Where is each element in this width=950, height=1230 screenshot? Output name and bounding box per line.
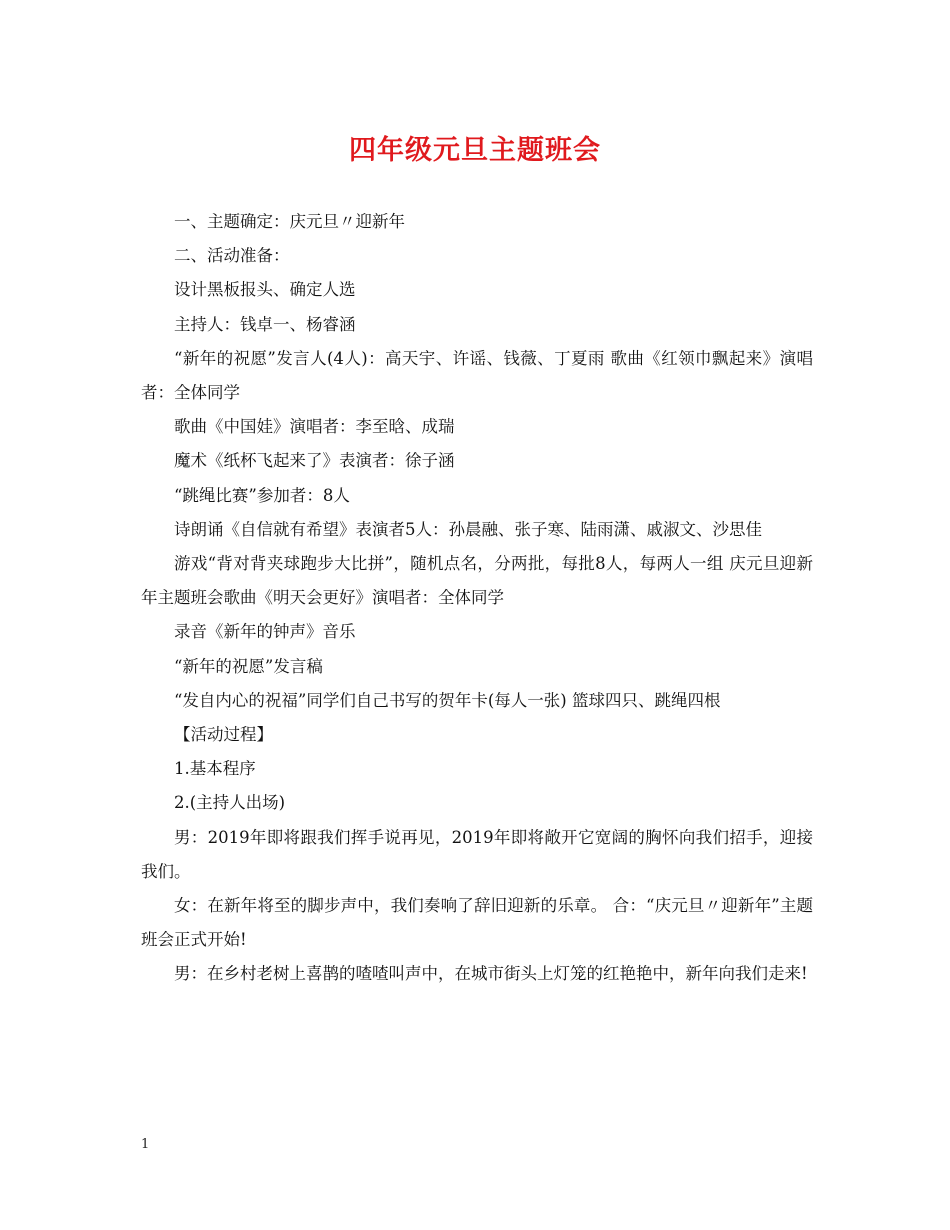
paragraph-game: 游戏“背对背夹球跑步大比拼”，随机点名，分两批，每批8人，每两人一组 庆元旦迎新年主题班会歌曲《明天会更好》演唱者：全体同学 [141,554,813,608]
paragraph-greeting-cards: “发自内心的祝福”同学们自己书写的贺年卡(每人一张) 篮球四只、跳绳四根 [174,690,721,710]
paragraph-female-host: 女：在新年将至的脚步声中，我们奏响了辞旧迎新的乐章。 合：“庆元旦〃迎新年”主题班会正式开始! [141,896,813,950]
paragraph-male-host-2: 男：在乡村老树上喜鹊的喳喳叫声中，在城市街头上灯笼的红艳艳中，新年向我们走来! [174,964,808,984]
paragraph-rope-skipping: “跳绳比赛”参加者：8人 [174,485,350,505]
paragraph-preparation-heading: 二、活动准备： [174,246,290,266]
paragraph-theme: 一、主题确定：庆元旦〃迎新年 [174,212,405,231]
document-title: 四年级元旦主题班会 [349,135,601,166]
document-body [141,205,813,992]
paragraph-wishes-speakers: “新年的祝愿”发言人(4人)：高天宇、许谣、钱薇、丁夏雨 歌曲《红领巾飘起来》演唱者：全体同学 [141,348,813,403]
paragraph-hosts: 主持人：钱卓一、杨睿涵 [174,314,356,334]
paragraph-blackboard: 设计黑板报头、确定人选 [174,280,356,300]
paragraph-recording: 录音《新年的钟声》音乐 [174,622,356,642]
paragraph-process-heading: 【活动过程】 [174,725,273,745]
paragraph-basic-procedure: 1.基本程序 [174,759,256,779]
paragraph-magic: 魔术《纸杯飞起来了》表演者：徐子涵 [174,451,455,471]
paragraph-speech-draft: “新年的祝愿”发言稿 [174,656,323,676]
paragraph-hosts-enter: 2.(主持人出场) [174,793,286,813]
paragraph-poem: 诗朗诵《自信就有希望》表演者5人：孙晨融、张子寒、陆雨潇、戚淑文、沙思佳 [174,519,762,539]
paragraph-song-zhongguowa: 歌曲《中国娃》演唱者：李至晗、成瑞 [174,417,455,437]
page-number: 1 [141,1137,150,1152]
paragraph-male-host-1: 男：2019年即将跟我们挥手说再见，2019年即将敞开它宽阔的胸怀向我们招手，迎接我们。 [141,827,813,881]
